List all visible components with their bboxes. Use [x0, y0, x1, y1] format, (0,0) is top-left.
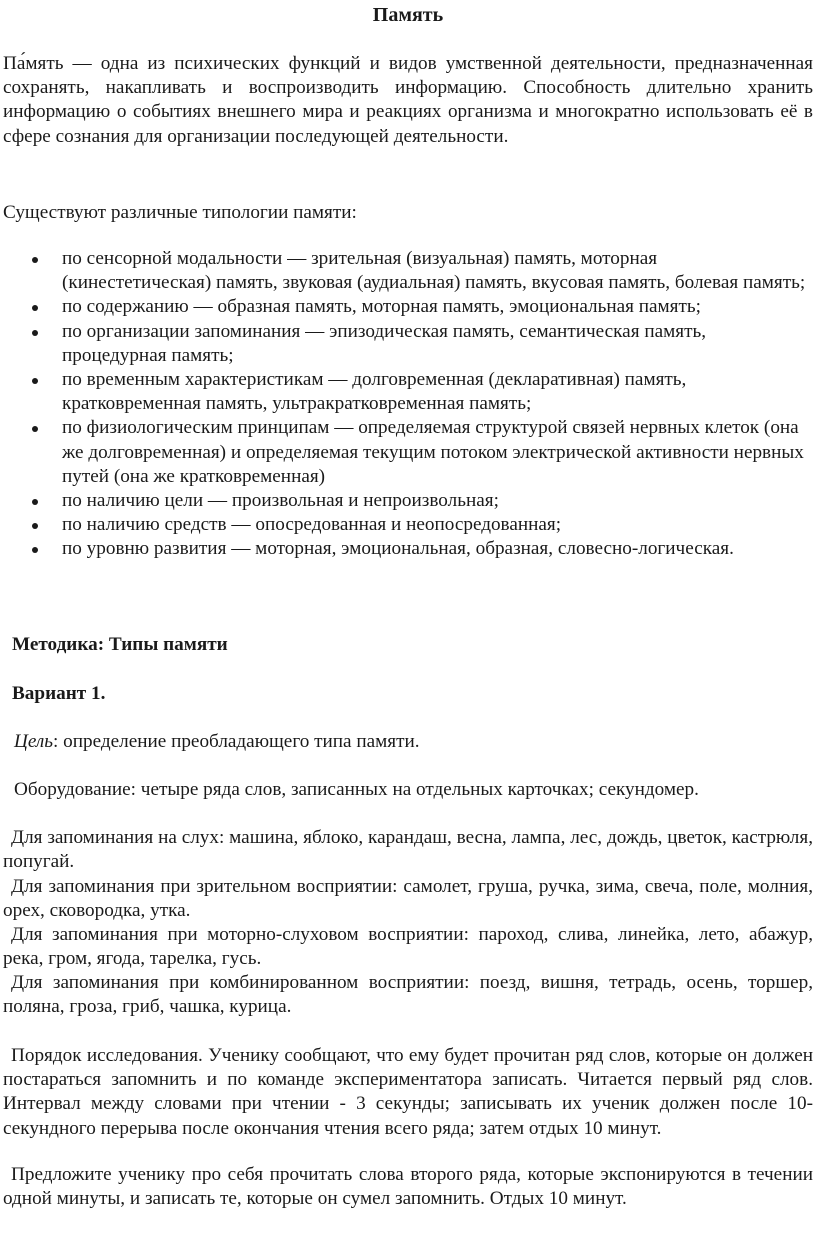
bullet-icon [32, 257, 38, 263]
document-title: Память [372, 4, 444, 26]
list-item: по сенсорной модальности — зрительная (визуальная) память, моторная (кинестетическая) память, звуковая (аудиальная) память, вкусовая память, болевая память; [0, 247, 806, 295]
bullet-icon [32, 330, 38, 336]
goal-line [14, 730, 804, 754]
intro-paragraph: Па́мять — одна из психических функций и видов умственной деятельности, предназначенная сохранять, накапливать и воспроизводить информацию. Способность длительно хранить информацию о событиях внешнего мира и реакциях организма и многократно использовать её в сфере сознания для организации последующей деятельности. [3, 53, 813, 147]
bullet-icon [32, 426, 38, 432]
bullet-icon [32, 547, 38, 553]
word-row-motor-auditory: Для запоминания при моторно-слуховом восприятии: пароход, слива, линейка, лето, абажур, река, гром, ягода, тарелка, гусь. [3, 924, 813, 970]
procedure-paragraph: Порядок исследования. Ученику сообщают, что ему будет прочитан ряд слов, которые он должен постараться запомнить и по команде экспериментатора записать. Читается первый ряд слов. Интервал между словами при чтении - 3 секунды; записывать их ученик должен после 10-секундного перерыва после окончания чтения всего ряда; затем отдых 10 минут. [3, 1045, 813, 1139]
list-item: по временным характеристикам — долговременная (декларативная) память, кратковременная память, ультракратковременная память; [0, 368, 806, 416]
word-row-combined: Для запоминания при комбинированном восприятии: поезд, вишня, тетрадь, осень, торшер, поляна, гроза, гриб, чашка, курица. [3, 972, 813, 1018]
typologies-list [0, 247, 816, 562]
method-heading: Методика: Типы памяти [12, 634, 228, 655]
bullet-icon [32, 499, 38, 505]
second-row-paragraph: Предложите ученику про себя прочитать слова второго ряда, которые экспонируются в течении одной минуты, и записать те, которые он сумел запомнить. Отдых 10 минут. [3, 1164, 813, 1210]
typologies-lead: Существуют различные типологии памяти: [3, 202, 357, 223]
bullet-icon [32, 523, 38, 529]
list-item: по наличию средств — опосредованная и неопосредованная; [0, 513, 806, 537]
word-row-visual: Для запоминания при зрительном восприятии: самолет, груша, ручка, зима, свеча, поле, молния, орех, сковородка, утка. [3, 876, 813, 922]
goal-text: : определение преобладающего типа памяти. [53, 731, 420, 752]
list-item: по наличию цели — произвольная и непроизвольная; [0, 489, 806, 513]
bullet-icon [32, 378, 38, 384]
equipment-line: Оборудование: четыре ряда слов, записанных на отдельных карточках; секундомер. [14, 779, 699, 800]
variant-heading: Вариант 1. [12, 683, 106, 704]
goal-label: Цель [14, 731, 53, 752]
word-row-hearing: Для запоминания на слух: машина, яблоко, карандаш, весна, лампа, лес, дождь, цветок, кастрюля, попугай. [3, 827, 813, 873]
list-item: по физиологическим принципам — определяемая структурой связей нервных клеток (она же долговременная) и определяемая текущим потоком электрической активности нервных путей (она же кратковременная) [0, 416, 806, 489]
list-item: по содержанию — образная память, моторная память, эмоциональная память; [0, 295, 806, 319]
list-item: по организации запоминания — эпизодическая память, семантическая память, процедурная память; [0, 320, 806, 368]
list-item: по уровню развития — моторная, эмоциональная, образная, словесно-логическая. [0, 537, 806, 561]
bullet-icon [32, 305, 38, 311]
